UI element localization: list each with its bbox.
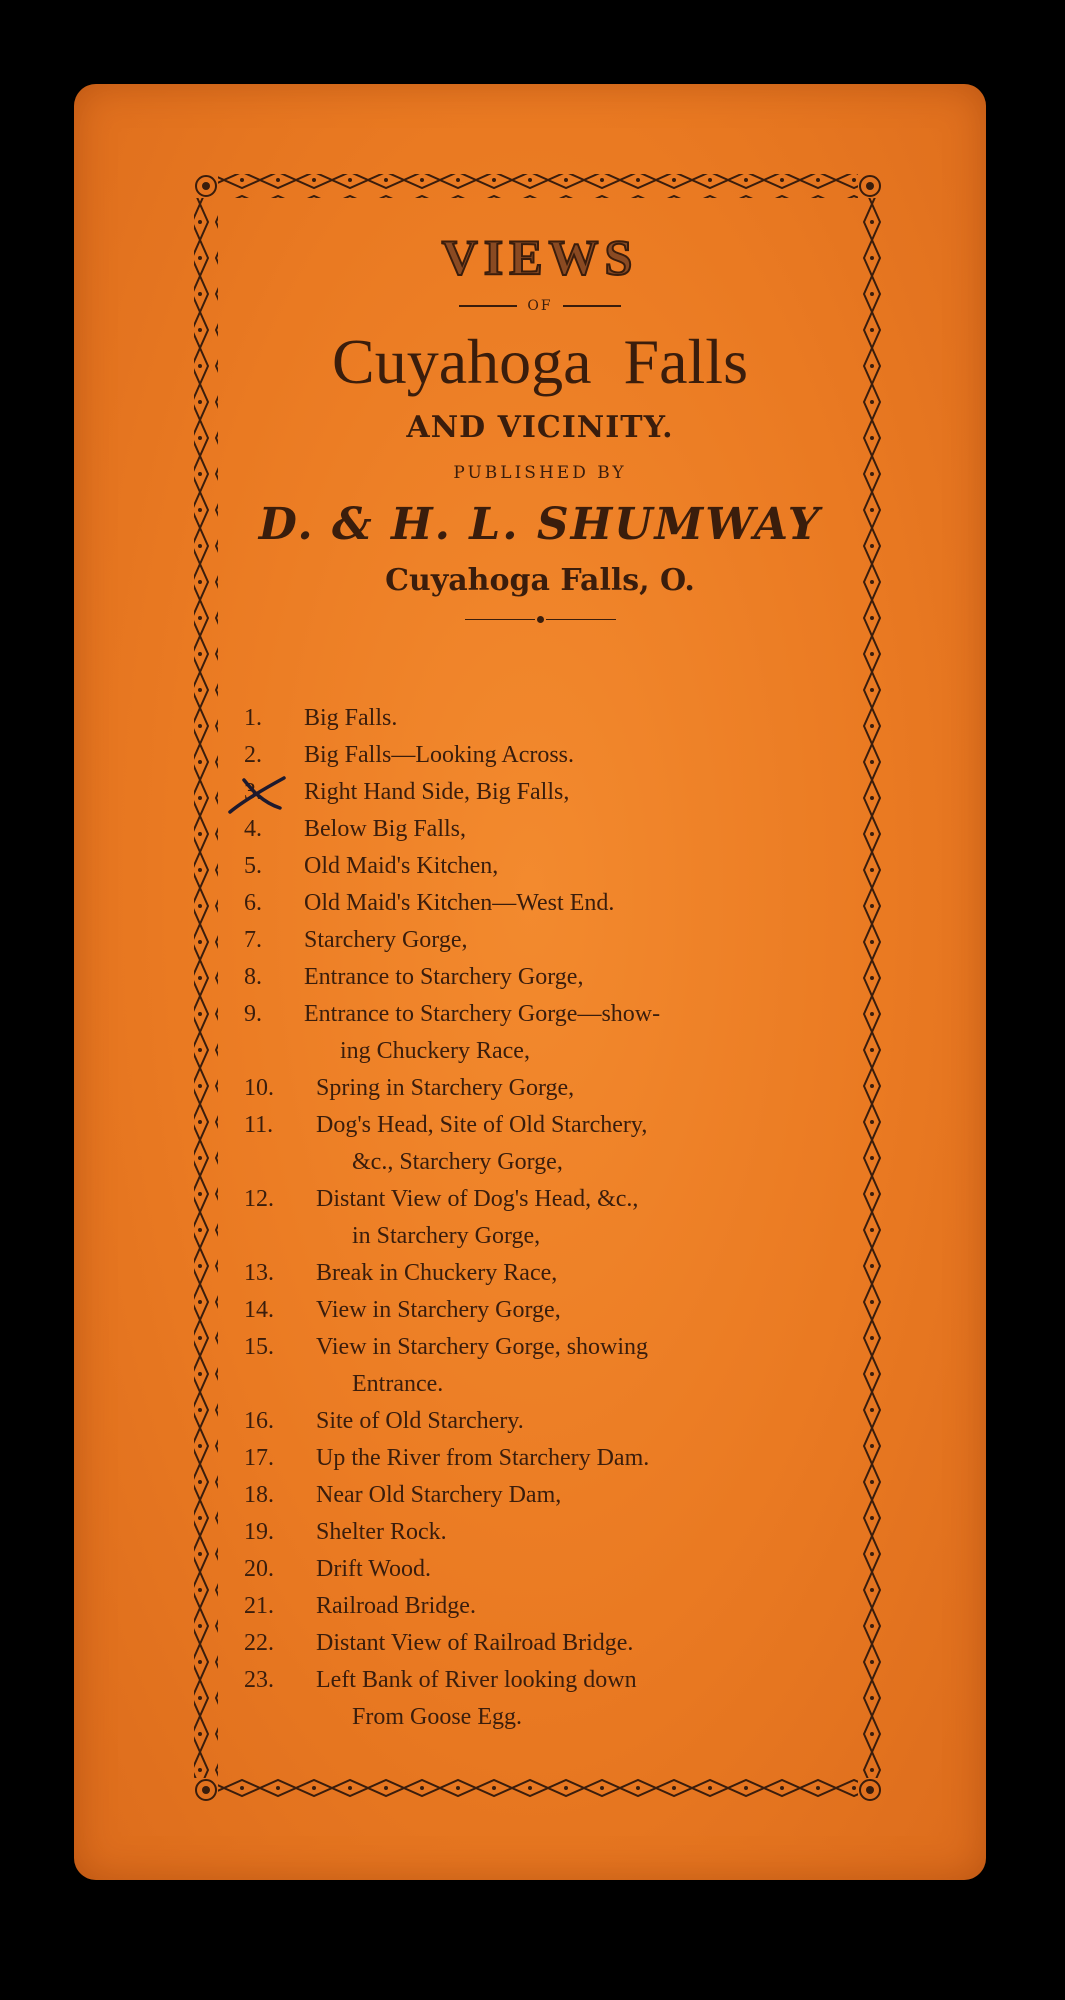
list-item-text [316, 1440, 844, 1477]
list-item [244, 996, 844, 1070]
list-item-number: 4. [244, 816, 262, 842]
list-item-text [316, 1514, 844, 1551]
rule-right [563, 305, 621, 307]
list-item [244, 1662, 844, 1736]
list-item-title: Entrance to Starchery Gorge—show- [304, 1001, 661, 1027]
list-item-number: 3. [244, 779, 262, 805]
list-item [244, 1181, 844, 1255]
list-item-continuation: in Starchery Gorge, [352, 1223, 541, 1249]
divider-line-right [546, 619, 616, 620]
title-block [240, 226, 840, 623]
list-item-number: 12. [244, 1186, 274, 1212]
list-item-text [316, 1292, 844, 1329]
list-item-number: 21. [244, 1593, 274, 1619]
list-item-number: 9. [244, 1001, 262, 1027]
list-item-number: 7. [244, 927, 262, 953]
list-item-title: Entrance to Starchery Gorge, [304, 964, 584, 990]
views-heading: VIEWS [441, 229, 639, 285]
list-item [244, 700, 844, 737]
list-item [244, 959, 844, 996]
list-item-number: 1. [244, 705, 262, 731]
list-item [244, 1107, 844, 1181]
list-item-title: Distant View of Railroad Bridge. [316, 1630, 634, 1656]
list-item [244, 1625, 844, 1662]
list-item [244, 811, 844, 848]
publisher-location: Cuyahoga Falls, O. [385, 563, 695, 598]
list-item-text [316, 1551, 844, 1588]
list-item-title: Old Maid's Kitchen, [304, 853, 499, 879]
handwritten-x-mark [222, 772, 294, 818]
list-item-text [304, 700, 844, 737]
list-item-text [304, 885, 844, 922]
list-item-title: Spring in Starchery Gorge, [316, 1075, 575, 1101]
list-item-number: 13. [244, 1260, 274, 1286]
list-item-title: Starchery Gorge, [304, 927, 468, 953]
list-item-text [316, 1107, 844, 1181]
list-item-number: 19. [244, 1519, 274, 1545]
list-item-text [304, 959, 844, 996]
list-item-text [316, 1625, 844, 1662]
list-item-continuation: &c., Starchery Gorge, [352, 1149, 563, 1175]
list-item [244, 1403, 844, 1440]
views-list [244, 700, 844, 1736]
publisher-name: D. & H. L. SHUMWAY [258, 499, 822, 550]
list-item-number: 8. [244, 964, 262, 990]
list-item [244, 1440, 844, 1477]
vicinity-heading: AND VICINITY. [406, 410, 674, 445]
list-item-text [304, 774, 844, 811]
list-item-title: Shelter Rock. [316, 1519, 447, 1545]
list-item [244, 885, 844, 922]
list-item [244, 1477, 844, 1514]
divider-dot [537, 616, 544, 623]
list-item-number: 2. [244, 742, 262, 768]
list-item-title: View in Starchery Gorge, showing [316, 1334, 649, 1360]
list-item-text [304, 922, 844, 959]
list-item-text [304, 848, 844, 885]
list-item-number: 22. [244, 1630, 274, 1656]
list-item-text [316, 1181, 844, 1255]
list-item-title: Drift Wood. [316, 1556, 431, 1582]
of-row [240, 298, 840, 314]
list-item-number: 18. [244, 1482, 274, 1508]
list-item-number: 14. [244, 1297, 274, 1323]
list-item-title: Old Maid's Kitchen—West End. [304, 890, 615, 916]
list-item-title: Up the River from Starchery Dam. [316, 1445, 650, 1471]
list-item-text [316, 1588, 844, 1625]
list-item-text [304, 996, 844, 1070]
list-item-title: Below Big Falls, [304, 816, 467, 842]
of-label: OF [527, 298, 553, 314]
list-item-title: Railroad Bridge. [316, 1593, 476, 1619]
list-item-number: 5. [244, 853, 262, 879]
list-item-title: Distant View of Dog's Head, &c., [316, 1186, 639, 1212]
list-item-text [316, 1403, 844, 1440]
list-item-text [316, 1070, 844, 1107]
list-item [244, 737, 844, 774]
list-item-continuation: ing Chuckery Race, [340, 1038, 530, 1064]
list-item-text [304, 811, 844, 848]
rule-left [459, 305, 517, 307]
list-item-text [316, 1662, 844, 1736]
list-item-title: Big Falls—Looking Across. [304, 742, 575, 768]
list-item [244, 1588, 844, 1625]
list-item-title: Big Falls. [304, 705, 398, 731]
list-item [244, 774, 844, 811]
list-item-number: 23. [244, 1667, 274, 1693]
list-item-number: 11. [244, 1112, 274, 1138]
list-item [244, 1070, 844, 1107]
list-item-number: 6. [244, 890, 262, 916]
list-item-text [316, 1255, 844, 1292]
list-item [244, 922, 844, 959]
list-item-text [304, 737, 844, 774]
list-item [244, 848, 844, 885]
list-item-title: Dog's Head, Site of Old Starchery, [316, 1112, 648, 1138]
list-item [244, 1551, 844, 1588]
published-by-label: PUBLISHED BY [453, 463, 627, 483]
list-item-number: 20. [244, 1556, 274, 1582]
list-item [244, 1329, 844, 1403]
list-item-continuation: Entrance. [352, 1371, 444, 1397]
list-item-title: View in Starchery Gorge, [316, 1297, 561, 1323]
list-item-number: 17. [244, 1445, 274, 1471]
list-item-text [316, 1477, 844, 1514]
divider-line-left [465, 619, 535, 620]
list-item-number: 15. [244, 1334, 274, 1360]
list-item-title: Right Hand Side, Big Falls, [304, 779, 570, 805]
list-item-title: Near Old Starchery Dam, [316, 1482, 562, 1508]
list-item [244, 1514, 844, 1551]
list-item-number: 16. [244, 1408, 274, 1434]
town-title: Cuyahoga Falls [332, 326, 748, 397]
list-item-continuation: From Goose Egg. [352, 1704, 522, 1730]
list-item [244, 1255, 844, 1292]
list-item [244, 1292, 844, 1329]
list-item-text [316, 1329, 844, 1403]
list-item-title: Site of Old Starchery. [316, 1408, 524, 1434]
list-item-title: Break in Chuckery Race, [316, 1260, 558, 1286]
list-item-title: Left Bank of River looking down [316, 1667, 637, 1693]
divider [240, 616, 840, 623]
list-item-number: 10. [244, 1075, 274, 1101]
